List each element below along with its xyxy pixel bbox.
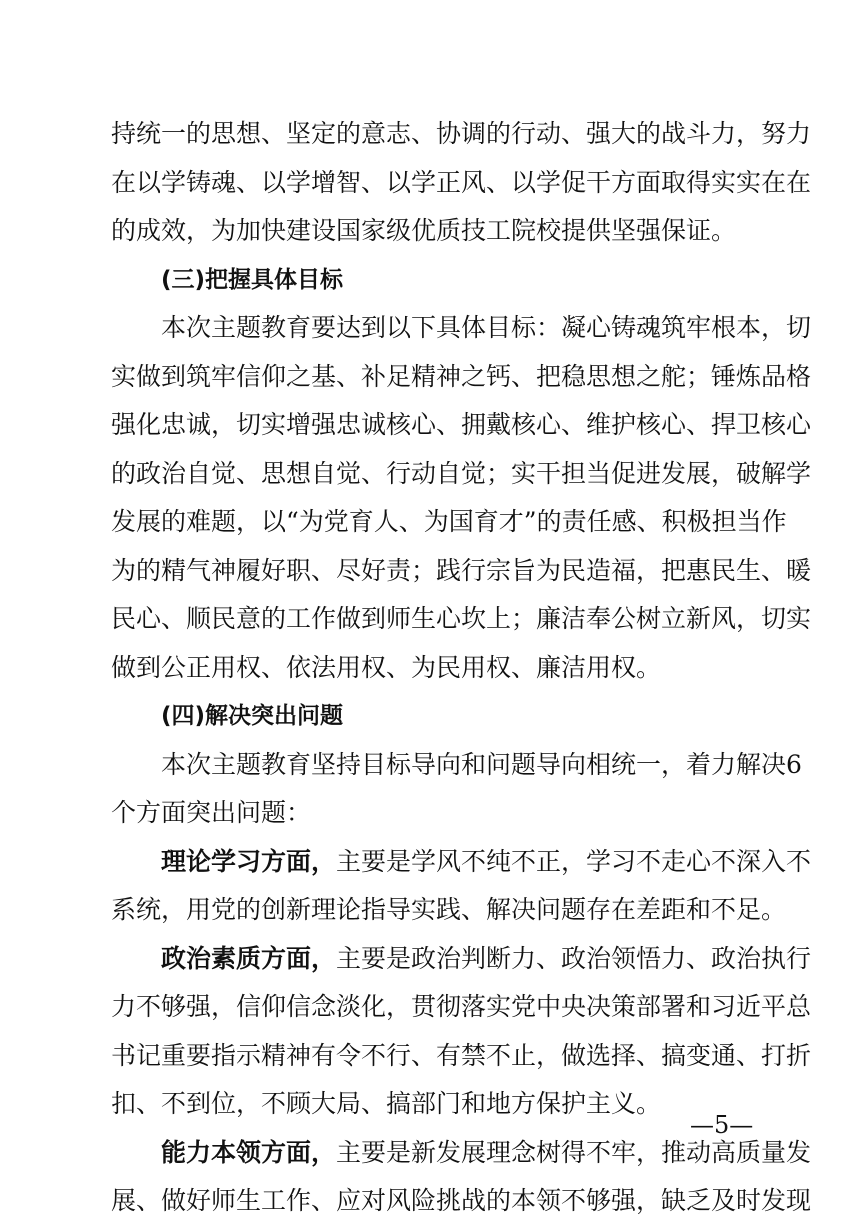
body-line: 书记重要指示精神有令不行、有禁不止，做选择、搞变通、打折 — [111, 1040, 812, 1070]
body-line: 扣、不到位，不顾大局、搞部门和地方保护主义。 — [111, 1089, 662, 1118]
body-line: 发展的难题，以“为党育人、为国育才”的责任感、积极担当作 — [111, 507, 787, 536]
body-text: 主要是政治判断力、政治领悟力、政治执行 — [336, 943, 812, 973]
bold-lead-text: 政治素质方面， — [161, 943, 337, 973]
body-line: 的政治自觉、思想自觉、行动自觉；实干担当促进发展，破解学 — [111, 458, 812, 488]
bold-lead-text: 能力本领方面， — [161, 1137, 337, 1167]
paragraph-first-line: 本次主题教育要达到以下具体目标：凝心铸魂筑牢根本，切 — [161, 313, 812, 342]
body-line: 展、做好师生工作、应对风险挑战的本领不够强，缺乏及时发现 — [111, 1186, 812, 1215]
body-line: 在以学铸魂、以学增智、以学正风、以学促干方面取得实实在在 — [111, 167, 812, 197]
paragraph-first-line — [111, 838, 812, 887]
body-line: 强化忠诚，切实增强忠诚核心、拥戴核心、维护核心、捍卫核心 — [111, 410, 812, 439]
page-number: —5— — [690, 1111, 754, 1139]
body-line: 为的精气神履好职、尽好责；践行宗旨为民造福，把惠民生、暖 — [111, 555, 812, 585]
section-heading: (四)解决突出问题 — [161, 703, 344, 729]
paragraph-first-line — [111, 935, 812, 984]
body-line: 个方面突出问题： — [111, 798, 312, 827]
document-body — [111, 110, 812, 1226]
body-line: 民心、顺民意的工作做到师生心坎上；廉洁奉公树立新风，切实 — [111, 604, 812, 633]
body-line: 系统，用党的创新理论指导实践、解决问题存在差距和不足。 — [111, 895, 787, 924]
body-text: 主要是学风不纯不正，学习不走心不深入不 — [336, 846, 812, 876]
body-line: 持统一的思想、坚定的意志、协调的行动、强大的战斗力，努力 — [111, 119, 812, 148]
body-line: 做到公正用权、依法用权、为民用权、廉洁用权。 — [111, 652, 662, 682]
body-line: 实做到筑牢信仰之基、补足精神之钙、把稳思想之舵；锤炼品格 — [111, 361, 812, 391]
paragraph-first-line — [111, 1129, 812, 1178]
body-line: 的成效，为加快建设国家级优质技工院校提供坚强保证。 — [111, 216, 737, 245]
paragraph-first-line: 本次主题教育坚持目标导向和问题导向相统一，着力解决6 — [161, 749, 802, 779]
body-line: 力不够强，信仰信念淡化，贯彻落实党中央决策部署和习近平总 — [111, 992, 812, 1021]
body-text: 主要是新发展理念树得不牢，推动高质量发 — [336, 1137, 812, 1167]
bold-lead-text: 理论学习方面， — [161, 846, 337, 876]
section-heading: (三)把握具体目标 — [161, 266, 344, 293]
